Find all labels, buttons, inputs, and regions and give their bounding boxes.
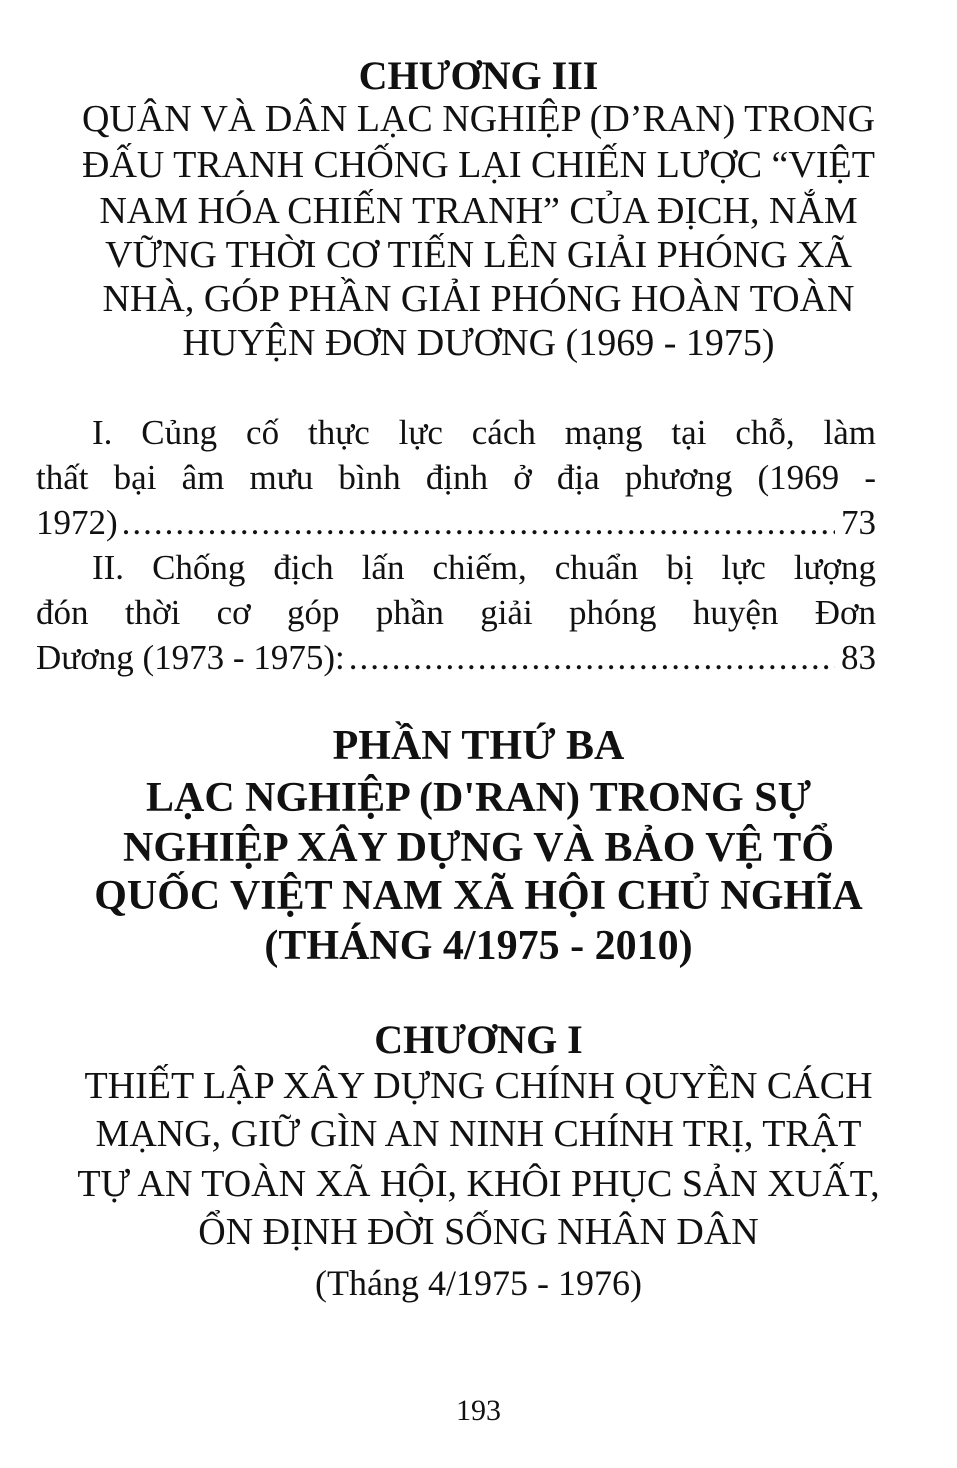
chapter-3-title-line: ĐẤU TRANH CHỐNG LẠI CHIẾN LƯỢC “VIỆT (82, 144, 875, 186)
part-3-heading-line: (THÁNG 4/1975 - 2010) (264, 923, 693, 969)
dot-leader (122, 500, 835, 545)
toc-entry[interactable] (36, 545, 876, 680)
toc-page-number: 73 (841, 503, 876, 542)
chapter-1-title-line: MẠNG, GIỮ GÌN AN NINH CHÍNH TRỊ, TRẬT (95, 1113, 862, 1155)
chapter-1-date: (Tháng 4/1975 - 1976) (315, 1263, 642, 1303)
toc-entry-leader-line (36, 500, 876, 545)
part-3-heading-line: QUỐC VIỆT NAM XÃ HỘI CHỦ NGHĨA (94, 873, 863, 919)
chapter-1-title-line: ỔN ĐỊNH ĐỜI SỐNG NHÂN DÂN (198, 1211, 759, 1253)
page-number: 193 (456, 1394, 501, 1427)
toc-entry-line: I. Củng cố thực lực cách mạng tại chỗ, làm (92, 413, 876, 452)
chapter-1-title-line: THIẾT LẬP XÂY DỰNG CHÍNH QUYỀN CÁCH (84, 1065, 873, 1107)
part-3-heading-line: NGHIỆP XÂY DỰNG VÀ BẢO VỆ TỔ (123, 825, 834, 871)
chapter-3-label: CHƯƠNG III (358, 53, 599, 98)
toc-entry[interactable] (36, 410, 876, 545)
chapter-1-title-line: TỰ AN TOÀN XÃ HỘI, KHÔI PHỤC SẢN XUẤT, (77, 1163, 880, 1205)
chapter-3-title-line: QUÂN VÀ DÂN LẠC NGHIỆP (D’RAN) TRONG (81, 98, 876, 140)
part-3-heading-line: PHẦN THỨ BA (332, 723, 625, 769)
chapter-1-label: CHƯƠNG I (374, 1017, 583, 1062)
toc-entry-line: đón thời cơ góp phần giải phóng huyện Đơn (36, 593, 876, 632)
part-3-heading-line: LẠC NGHIỆP (D'RAN) TRONG SỰ (145, 775, 812, 821)
toc-entry-last-line: Dương (1973 - 1975): (36, 638, 345, 677)
dot-leader (349, 635, 835, 680)
toc-entry-line: thất bại âm mưu bình định ở địa phương (1969 - (36, 458, 876, 497)
chapter-3-title-line: HUYỆN ĐƠN DƯƠNG (1969 - 1975) (182, 322, 775, 364)
chapter-3-title-line: NHÀ, GÓP PHẦN GIẢI PHÓNG HOÀN TOÀN (102, 278, 855, 320)
toc-entry-leader-line (36, 635, 876, 680)
chapter-3-title-line: VỮNG THỜI CƠ TIẾN LÊN GIẢI PHÓNG XÃ (105, 234, 852, 276)
chapter-3-title-line: NAM HÓA CHIẾN TRANH” CỦA ĐỊCH, NẮM (99, 190, 858, 232)
toc-entry-line: II. Chống địch lấn chiếm, chuẩn bị lực lượng (92, 548, 876, 587)
toc-entry-last-line: 1972) (36, 503, 118, 542)
toc-page-number: 83 (841, 638, 876, 677)
